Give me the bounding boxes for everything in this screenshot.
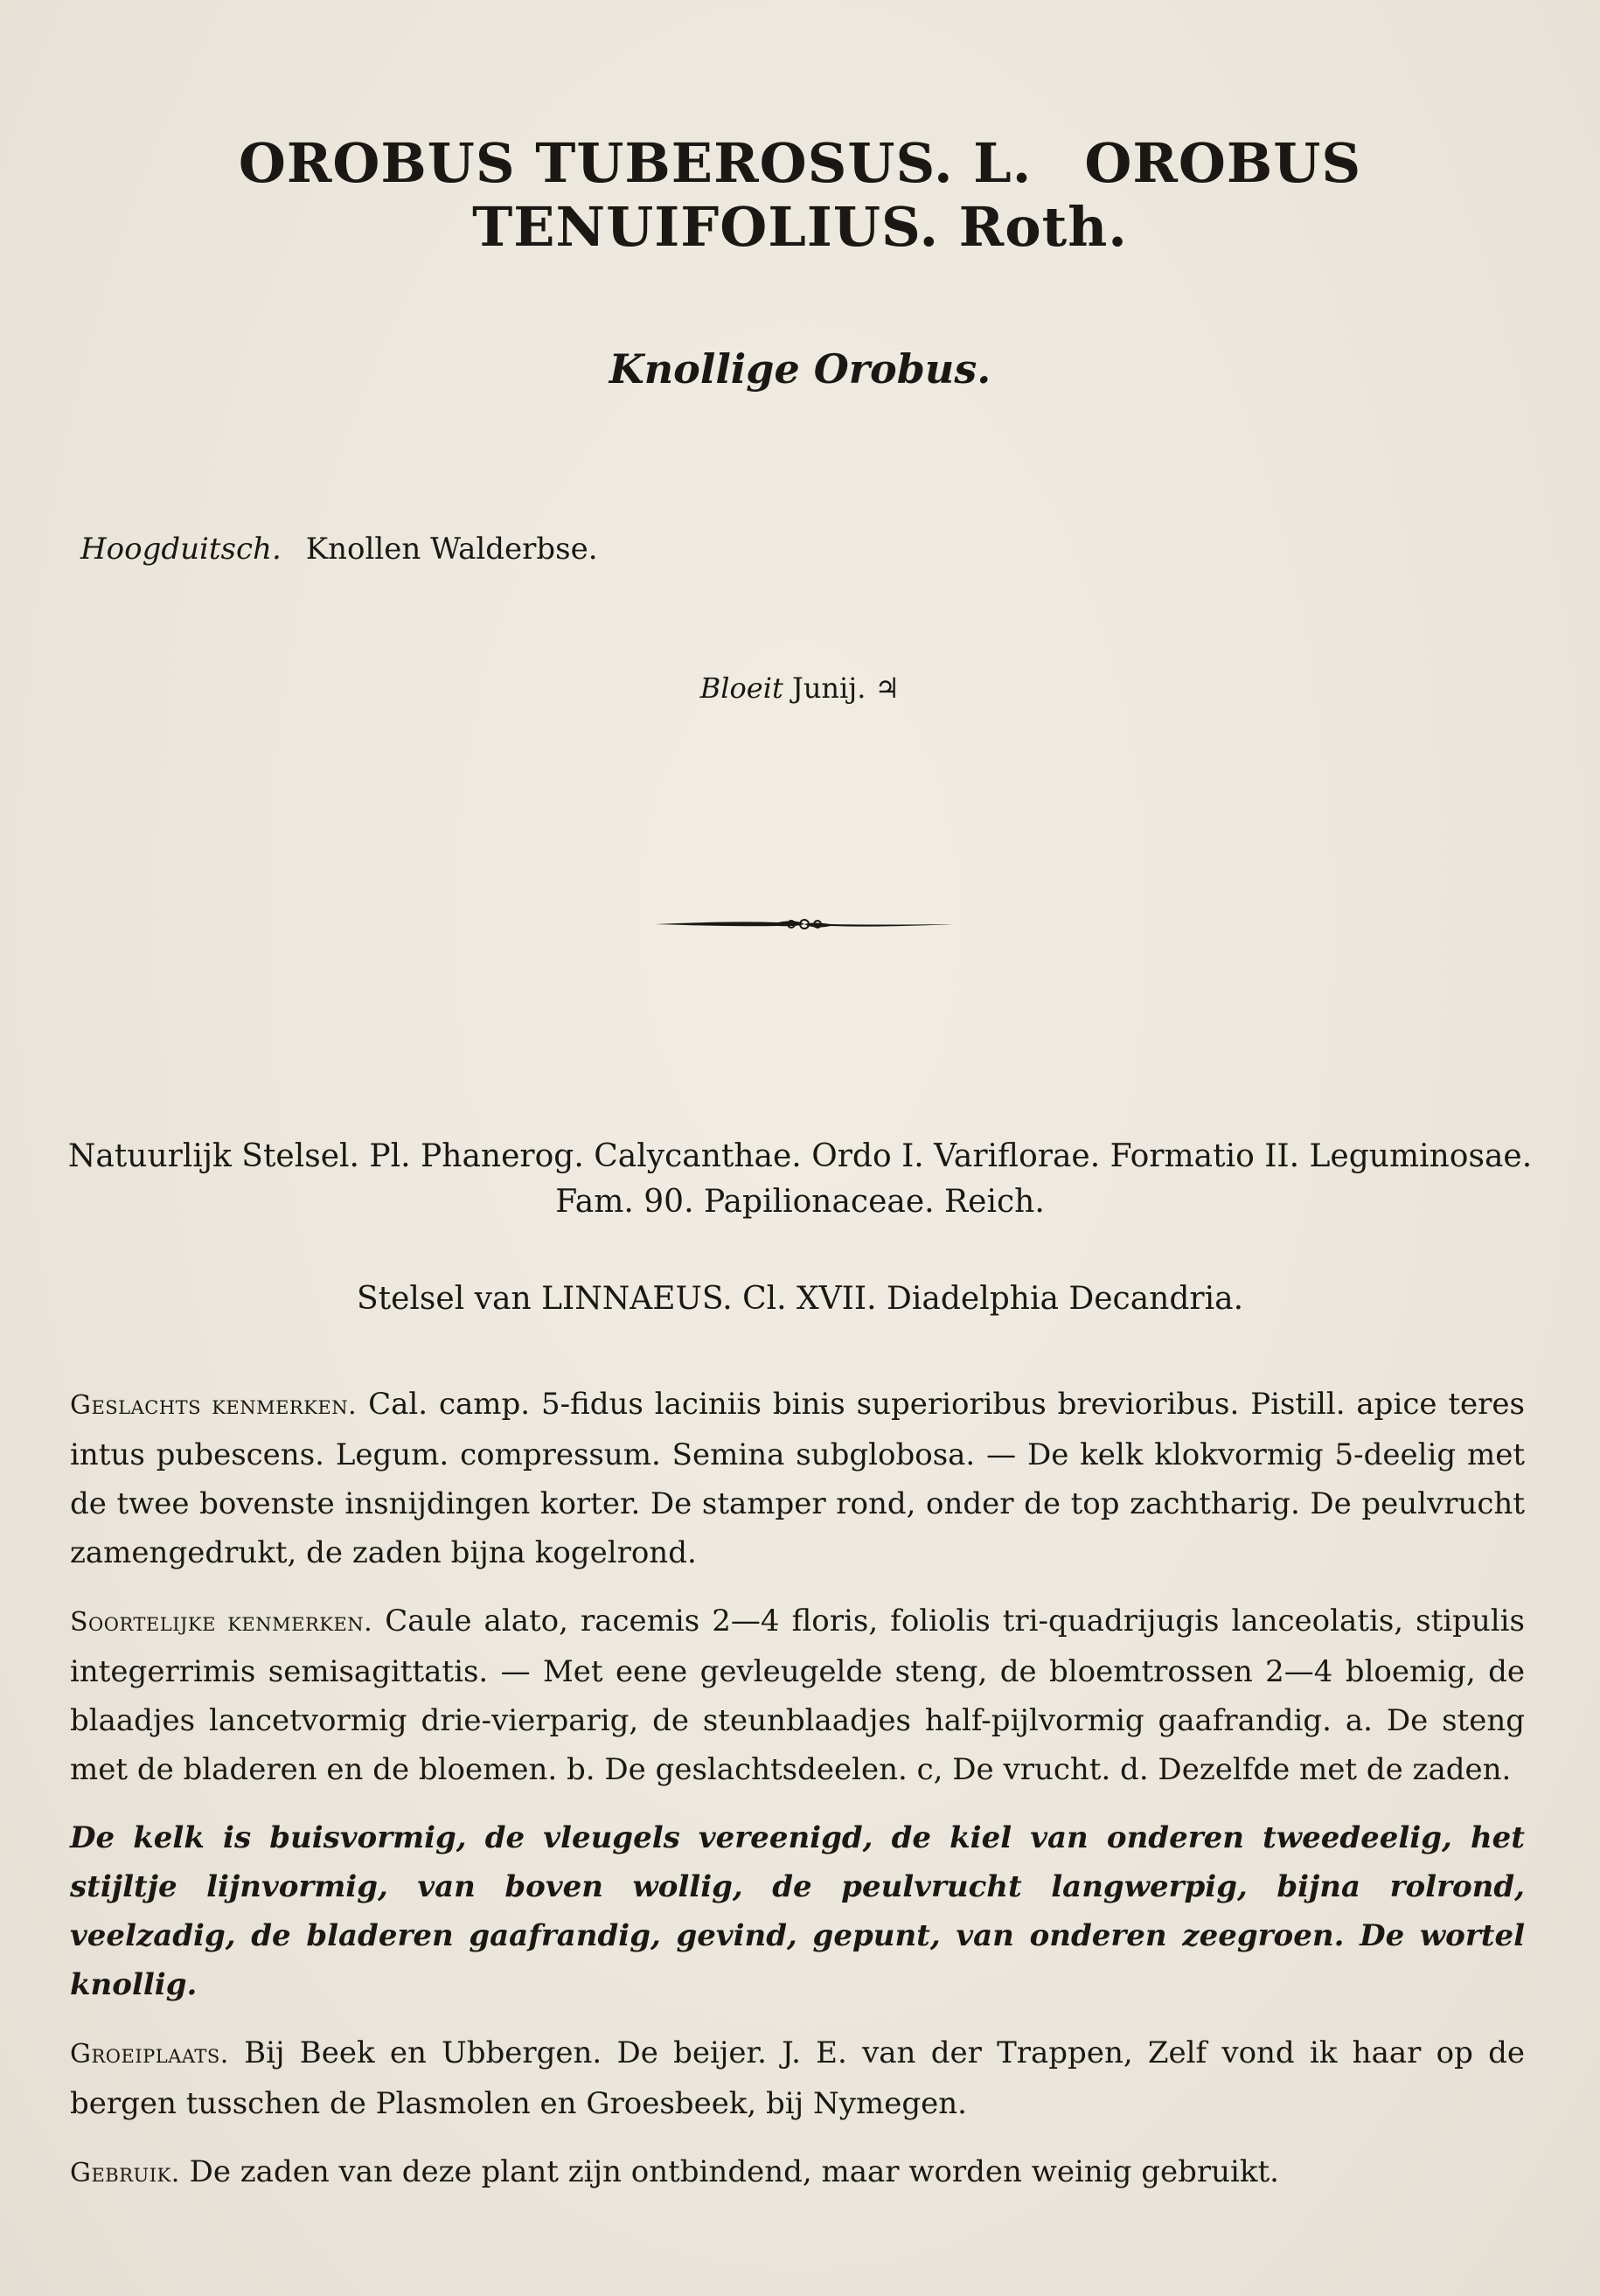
- title-part-2: OROBUS TENUIFOLIUS. Roth.: [472, 131, 1362, 259]
- linnaean-system: Stelsel van LINNAEUS. Cl. XVII. Diadelphia Decandria.: [356, 1281, 1244, 1317]
- page-title: [0, 131, 1600, 259]
- bloom-period: [0, 671, 1600, 705]
- vernacular-name: [80, 532, 598, 567]
- use-text: De zaden van deze plant zijn ontbindend, maar worden weinig gebruikt.: [189, 2154, 1279, 2189]
- description: De kelk is buisvormig, de vleugels vereenigd, de kiel van onderen tweedeelig, het stijltje lijnvormig, van boven wollig, de peulvrucht langwerpig, bijna rolrond, veelzadig, de bladeren gaafrandig, gevind, gepunt, van onderen zeegroen. De wortel knollig.: [70, 1820, 1525, 2002]
- bloom-value: Junij. ♃: [791, 671, 901, 705]
- use: [70, 2147, 1525, 2198]
- vernacular-value: Knollen Walderbse.: [305, 532, 598, 567]
- genus-heading: Geslachts kenmerken.: [70, 1390, 358, 1421]
- habitat-heading: Groeiplaats.: [70, 2039, 229, 2070]
- habitat-text: Bij Beek en Ubbergen. De beijer. J. E. van der Trappen, Zelf vond ik haar op de bergen tusschen de Plasmolen en Groesbeek, bij Nymegen.: [70, 2035, 1526, 2121]
- main-text: [70, 1380, 1525, 2217]
- species-characters: [70, 1597, 1525, 1794]
- genus-text: Cal. camp. 5-fidus laciniis binis superioribus brevioribus. Pistill. apice teres intus pubescens. Legum. compressum. Semina subglobosa. — De kelk klokvormig 5-deelig met de twee bovenste insnijdingen korter. De stamper rond, onder de top zachtharig. De peulvrucht zamengedrukt, de zaden bijna kogelrond.: [70, 1387, 1525, 1570]
- species-heading: Soortelijke kenmerken.: [70, 1607, 373, 1638]
- use-heading: Gebruik.: [70, 2158, 180, 2188]
- habitat: [70, 2028, 1525, 2128]
- species-text: Caule alato, racemis 2—4 floris, foliolis tri-quadrijugis lanceolatis, stipulis integerrimis semisagittatis. — Met eene gevleugelde steng, de bloemtrossen 2—4 bloemig, de blaadjes lancetvormig drie-vierparig, de steunblaadjes half-pijlvormig gaafrandig. a. De steng met de bladeren en de bloemen. b. De geslachtsdeelen. c, De vrucht. d. Dezelfde met de zaden.: [70, 1604, 1525, 1787]
- bloom-label: Bloeit: [699, 671, 783, 705]
- natural-system-line-1: Natuurlijk Stelsel. Pl. Phanerog. Calycanthae. Ordo I. Variflorae. Formatio II. Leguminosae.: [67, 1138, 1533, 1174]
- common-name: Knollige Orobus.: [609, 345, 991, 393]
- genus-characters: [70, 1380, 1525, 1577]
- title-part-1: OROBUS TUBEROSUS. L.: [238, 131, 1033, 195]
- natural-system-line-2: Fam. 90. Papilionaceae. Reich.: [555, 1184, 1045, 1220]
- ornamental-divider: [656, 911, 953, 937]
- vernacular-label: Hoogduitsch.: [80, 532, 282, 567]
- natural-system: [61, 1134, 1539, 1225]
